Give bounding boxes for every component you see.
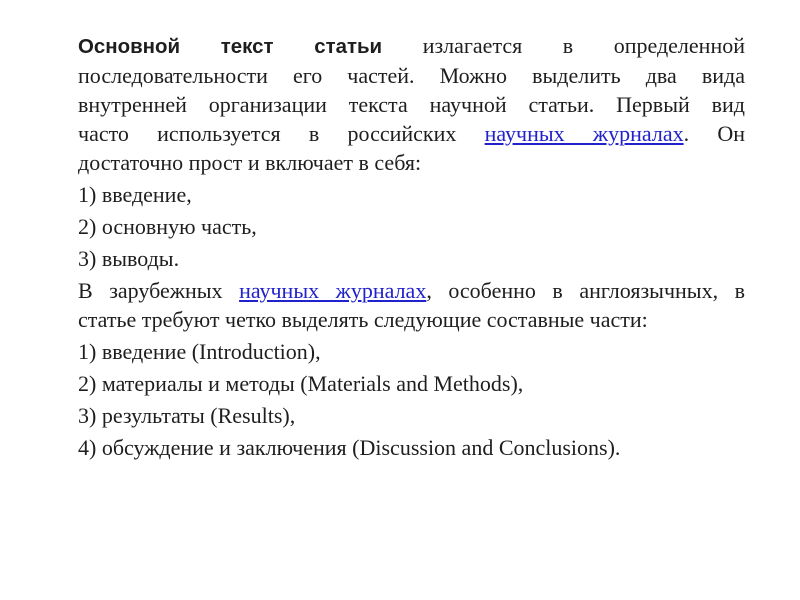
- link-nauchnye-zhurnaly-2[interactable]: научных журналах: [239, 278, 427, 303]
- text-segment: В зарубежных: [78, 278, 240, 303]
- text-segment: 1) введение,: [78, 182, 192, 207]
- text-segment: 3) выводы.: [78, 246, 180, 271]
- text-line: [78, 31, 745, 61]
- text-line: [78, 433, 745, 462]
- text-line: [78, 337, 745, 366]
- text-segment: 2) основную часть,: [78, 214, 257, 239]
- text-segment: статье требуют четко выделять следующие составные части:: [78, 307, 648, 332]
- list-ru-item-1: [78, 180, 745, 209]
- list-ru-item-3: [78, 244, 745, 273]
- text-line: [78, 369, 745, 398]
- list-ru-item-2: [78, 212, 745, 241]
- text-line: [78, 119, 745, 148]
- text-line: [78, 276, 745, 305]
- foreign-journals-paragraph: [78, 276, 745, 334]
- text-segment: 3) результаты (Results),: [78, 403, 296, 428]
- text-segment: часто используется в российских: [78, 121, 485, 146]
- text-line: [78, 212, 745, 241]
- text-line: [78, 180, 745, 209]
- list-en-item-3: [78, 401, 745, 430]
- list-en-item-4: [78, 433, 745, 462]
- text-line: [78, 90, 745, 119]
- text-segment: достаточно прост и включает в себя:: [78, 150, 422, 175]
- text-segment: , особенно в англоязычных, в: [426, 278, 745, 303]
- text-line: [78, 244, 745, 273]
- bold-lead-text: Основной текст статьи: [78, 35, 383, 58]
- slide-body-text: [78, 31, 745, 462]
- text-line: [78, 148, 745, 177]
- text-line: [78, 61, 745, 90]
- text-segment: . Он: [683, 121, 745, 146]
- text-segment: 1) введение (Introduction),: [78, 339, 321, 364]
- list-en-item-2: [78, 369, 745, 398]
- text-segment: излагается в определенной: [382, 33, 745, 58]
- link-nauchnye-zhurnaly-1[interactable]: научных журналах: [484, 121, 684, 146]
- text-line: [78, 305, 745, 334]
- list-en-item-1: [78, 337, 745, 366]
- intro-paragraph: [78, 31, 745, 177]
- text-segment: внутренней организации текста научной статьи. Первый вид: [78, 92, 745, 117]
- text-segment: 2) материалы и методы (Materials and Methods),: [78, 371, 524, 396]
- text-segment: последовательности его частей. Можно выделить два вида: [78, 63, 745, 88]
- text-segment: 4) обсуждение и заключения (Discussion and Conclusions).: [78, 435, 621, 460]
- text-line: [78, 401, 745, 430]
